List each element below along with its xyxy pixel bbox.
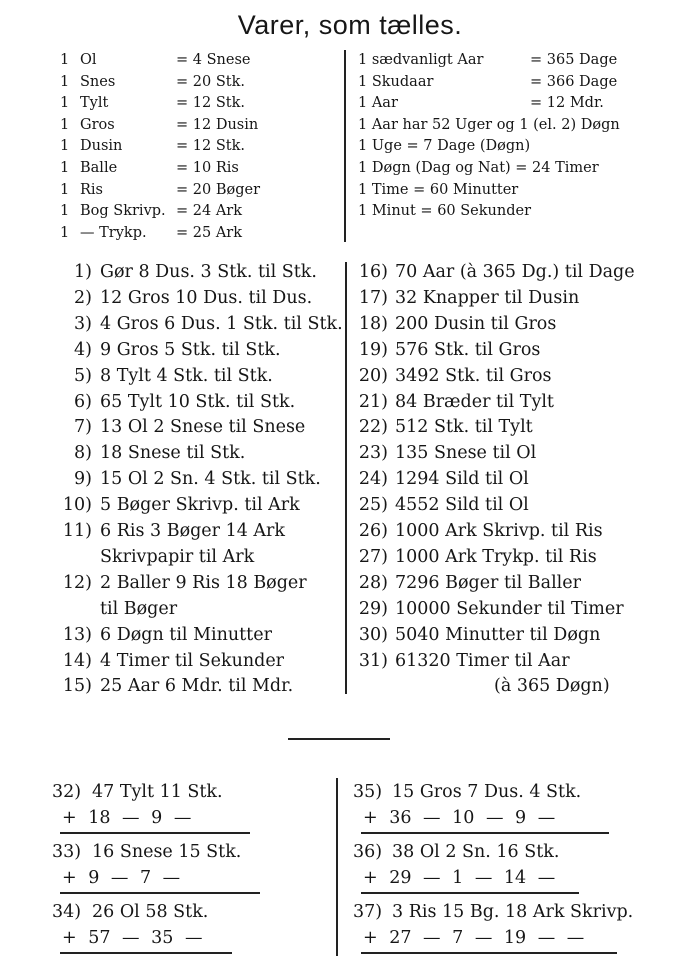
unit-text: 1 Minut = 60 Sekunder (358, 203, 532, 220)
unit-name: Ris (80, 181, 103, 198)
unit-equivalent: = 24 Ark (176, 203, 243, 220)
unit-text: 1 Aar (358, 95, 398, 112)
exercise-text: 84 Bræder til Tylt (395, 391, 554, 412)
addition-line-1: 38 Ol 2 Sn. 16 Stk. (392, 842, 560, 862)
unit-text: 1 Uge = 7 Dage (Døgn) (358, 138, 531, 155)
exercise-text: 576 Stk. til Gros (395, 339, 541, 360)
unit-equivalent: = 4 Snese (176, 52, 251, 68)
unit-equivalent: = 12 Stk. (176, 138, 245, 155)
unit-equivalent: = 10 Ris (176, 160, 239, 176)
exercise-number: 16) (358, 262, 388, 282)
exercise-number: 22) (358, 417, 388, 438)
exercise-text: 135 Snese til Ol (395, 443, 537, 464)
exercise-text: 15 Ol 2 Sn. 4 Stk. til Stk. (100, 469, 321, 490)
section-separator (288, 738, 390, 740)
exercise-number: 4) (74, 339, 92, 360)
exercise-number: 18) (358, 313, 388, 334)
exercise-text: 32 Knapper til Dusin (395, 287, 580, 308)
exercise-text: 1000 Ark Skrivp. til Ris (395, 521, 603, 541)
unit-equivalent: = 12 Mdr. (530, 95, 604, 112)
exercise-number: 7) (74, 417, 92, 438)
addition-line-2: + 9 — 7 — (62, 868, 181, 888)
exercise-text: 61320 Timer til Aar (395, 650, 570, 671)
unit-equivalent: = 12 Stk. (176, 95, 245, 112)
exercise-text: 6 Døgn til Minutter (100, 624, 272, 645)
exercise-text: 65 Tylt 10 Stk. til Stk. (100, 391, 296, 412)
exercise-number: 6) (74, 391, 92, 412)
exercise-text: 12 Gros 10 Dus. til Dus. (100, 287, 313, 308)
exercise-text: 1000 Ark Trykp. til Ris (395, 546, 597, 567)
exercise-text: 9 Gros 5 Stk. til Stk. (100, 339, 281, 360)
unit-equivalent: = 25 Ark (176, 224, 243, 241)
addition-line-1: 3 Ris 15 Bg. 18 Ark Skrivp. (392, 902, 634, 922)
exercise-number: 31) (358, 650, 388, 671)
sum-underline (60, 892, 260, 894)
unit-text: 1 sædvanligt Aar (358, 52, 484, 68)
exercise-text: (à 365 Døgn) (494, 676, 610, 697)
exercise-text: 512 Stk. til Tylt (395, 417, 533, 438)
addition-line-1: 15 Gros 7 Dus. 4 Stk. (392, 782, 582, 802)
addition-line-1: 16 Snese 15 Stk. (92, 842, 242, 862)
addition-number: 34) (52, 902, 82, 922)
exercise-number: 30) (358, 624, 388, 645)
exercise-text: til Bøger (100, 598, 178, 619)
sum-underline (361, 892, 579, 894)
exercise-text: 8 Tylt 4 Stk. til Stk. (100, 365, 273, 386)
addition-line-2: + 27 — 7 — 19 — — (363, 928, 585, 948)
exercise-number: 2) (74, 287, 92, 308)
unit-qty: 1 (60, 95, 70, 112)
unit-equivalent: = 12 Dusin (176, 116, 259, 133)
exercise-text: 25 Aar 6 Mdr. til Mdr. (100, 676, 294, 697)
addition-line-2: + 18 — 9 — (62, 808, 192, 828)
sum-underline (361, 952, 617, 954)
exercise-text: 3492 Stk. til Gros (395, 365, 552, 386)
exercises-divider (345, 262, 347, 694)
exercise-text: 2 Baller 9 Ris 18 Bøger (100, 572, 307, 593)
addition-number: 36) (353, 842, 383, 862)
exercise-number: 29) (358, 598, 388, 619)
exercise-text: 7296 Bøger til Baller (395, 572, 581, 593)
exercise-text: 6 Ris 3 Bøger 14 Ark (100, 521, 286, 541)
unit-name: Bog Skrivp. (80, 203, 166, 220)
exercise-text: 10000 Sekunder til Timer (395, 598, 624, 619)
unit-text: 1 Aar har 52 Uger og 1 (el. 2) Døgn (358, 116, 620, 133)
exercise-text: Skrivpapir til Ark (100, 546, 255, 567)
exercise-text: 5040 Minutter til Døgn (395, 624, 601, 645)
unit-equivalent: = 366 Dage (530, 73, 618, 90)
unit-text: 1 Skudaar (358, 73, 434, 90)
exercise-text: Gør 8 Dus. 3 Stk. til Stk. (100, 262, 317, 282)
exercise-number: 9) (74, 469, 92, 490)
page-title: Varer, som tælles. (237, 10, 463, 40)
exercise-number: 27) (358, 546, 388, 567)
addition-line-1: 26 Ol 58 Stk. (92, 902, 209, 922)
addition-line-1: 47 Tylt 11 Stk. (92, 782, 223, 802)
exercise-text: 18 Snese til Stk. (100, 443, 246, 464)
units-divider (344, 50, 346, 242)
unit-name: Gros (80, 116, 115, 133)
exercise-number: 21) (358, 391, 388, 412)
exercise-text: 13 Ol 2 Snese til Snese (100, 417, 306, 438)
exercise-number: 11) (62, 521, 92, 541)
exercise-number: 24) (358, 469, 388, 490)
addition-number: 32) (52, 782, 82, 802)
addition-number: 35) (353, 782, 383, 802)
exercise-number: 5) (74, 365, 92, 386)
sum-underline (361, 832, 609, 834)
unit-text: 1 Døgn (Dag og Nat) = 24 Timer (358, 160, 599, 176)
exercise-number: 12) (62, 572, 92, 593)
unit-equivalent: = 20 Bøger (176, 181, 260, 198)
unit-qty: 1 (60, 116, 70, 133)
exercise-number: 19) (358, 339, 388, 360)
unit-name: Balle (80, 160, 118, 176)
unit-equivalent: = 365 Dage (530, 52, 618, 68)
unit-name: — Trykp. (80, 224, 147, 241)
addition-number: 37) (353, 902, 383, 922)
exercise-text: 200 Dusin til Gros (395, 313, 557, 334)
addition-line-2: + 29 — 1 — 14 — (363, 868, 556, 888)
exercise-number: 3) (74, 313, 92, 334)
unit-text: 1 Time = 60 Minutter (358, 181, 519, 198)
exercise-number: 10) (62, 495, 92, 516)
exercise-number: 8) (74, 443, 92, 464)
exercise-text: 4552 Sild til Ol (395, 495, 529, 516)
sum-underline (60, 832, 250, 834)
exercise-number: 15) (62, 676, 92, 697)
exercise-number: 28) (358, 572, 388, 593)
exercise-number: 25) (358, 495, 388, 516)
exercise-text: 4 Timer til Sekunder (100, 650, 285, 671)
exercise-number: 20) (358, 365, 388, 386)
unit-name: Ol (80, 52, 97, 68)
exercise-number: 23) (358, 443, 388, 464)
additions-divider (336, 778, 338, 956)
exercise-number: 1) (74, 262, 92, 282)
exercise-number: 26) (358, 521, 388, 541)
unit-qty: 1 (60, 52, 70, 68)
unit-name: Snes (80, 73, 116, 90)
addition-number: 33) (52, 842, 82, 862)
unit-equivalent: = 20 Stk. (176, 73, 245, 90)
exercise-number: 14) (62, 650, 92, 671)
exercise-number: 17) (358, 287, 388, 308)
unit-qty: 1 (60, 203, 70, 220)
exercise-text: 1294 Sild til Ol (395, 469, 529, 490)
addition-line-2: + 36 — 10 — 9 — (363, 808, 556, 828)
unit-qty: 1 (60, 160, 70, 176)
unit-qty: 1 (60, 73, 70, 90)
sum-underline (60, 952, 232, 954)
exercise-text: 5 Bøger Skrivp. til Ark (100, 495, 300, 516)
exercise-text: 4 Gros 6 Dus. 1 Stk. til Stk. (100, 313, 343, 334)
unit-qty: 1 (60, 138, 70, 155)
exercise-number: 13) (62, 624, 92, 645)
exercise-text: 70 Aar (à 365 Dg.) til Dage (395, 262, 635, 282)
unit-qty: 1 (60, 224, 70, 241)
unit-name: Tylt (80, 95, 109, 112)
addition-line-2: + 57 — 35 — (62, 928, 203, 948)
unit-name: Dusin (80, 138, 123, 155)
unit-qty: 1 (60, 181, 70, 198)
